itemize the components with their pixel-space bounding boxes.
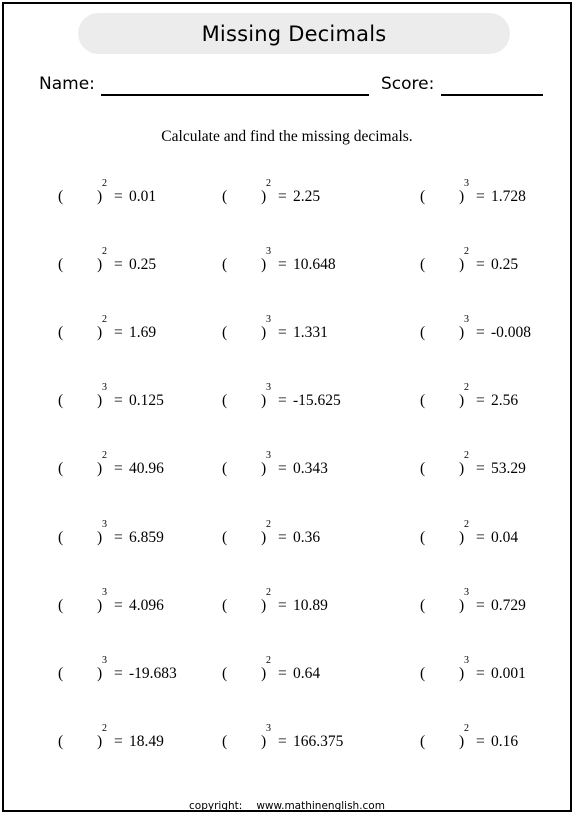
close-paren: )	[459, 460, 465, 478]
equals-sign: =	[278, 528, 287, 546]
open-paren: (	[222, 664, 228, 682]
open-paren: (	[58, 256, 64, 274]
equals-sign: =	[114, 732, 123, 750]
result-value: 0.16	[491, 732, 519, 750]
result-value: 0.343	[293, 460, 328, 478]
result-value: -15.625	[293, 392, 341, 410]
close-paren: )	[261, 596, 267, 614]
open-paren: (	[222, 596, 228, 614]
close-paren: )	[261, 392, 267, 410]
exponent: 2	[102, 722, 107, 734]
result-value: 1.69	[129, 324, 157, 342]
open-paren: (	[420, 664, 426, 682]
exponent: 3	[266, 450, 271, 462]
open-paren: (	[58, 188, 64, 205]
equals-sign: =	[114, 460, 123, 478]
exponent: 3	[266, 314, 271, 326]
open-paren: (	[58, 596, 64, 614]
open-paren: (	[58, 528, 64, 546]
close-paren: )	[261, 256, 267, 274]
exponent: 2	[266, 518, 271, 530]
equals-sign: =	[476, 732, 485, 750]
equals-sign: =	[278, 324, 287, 342]
site-link[interactable]: www.mathinenglish.com	[256, 800, 385, 812]
equals-sign: =	[476, 392, 485, 410]
close-paren: )	[459, 256, 465, 274]
exponent: 2	[266, 586, 271, 598]
exponent: 2	[266, 654, 271, 666]
open-paren: (	[420, 596, 426, 614]
equals-sign: =	[278, 256, 287, 274]
close-paren: )	[261, 188, 267, 205]
equals-sign: =	[278, 460, 287, 478]
result-value: 0.125	[129, 392, 164, 410]
equals-sign: =	[278, 188, 287, 205]
close-paren: )	[97, 256, 103, 274]
close-paren: )	[261, 664, 267, 682]
close-paren: )	[459, 732, 465, 750]
instructions: Calculate and find the missing decimals.	[161, 128, 413, 145]
equals-sign: =	[114, 528, 123, 546]
exponent: 3	[102, 586, 107, 598]
exponent: 3	[464, 586, 469, 598]
equals-sign: =	[114, 392, 123, 410]
open-paren: (	[58, 460, 64, 478]
result-value: -19.683	[129, 664, 177, 682]
open-paren: (	[420, 460, 426, 478]
equals-sign: =	[278, 596, 287, 614]
close-paren: )	[459, 188, 465, 205]
close-paren: )	[261, 324, 267, 342]
equals-sign: =	[278, 392, 287, 410]
close-paren: )	[97, 664, 103, 682]
result-value: 0.36	[293, 528, 321, 546]
close-paren: )	[261, 528, 267, 546]
result-value: 0.04	[491, 528, 519, 546]
exponent: 3	[102, 382, 107, 394]
result-value: 2.56	[491, 392, 519, 410]
close-paren: )	[261, 460, 267, 478]
close-paren: )	[97, 460, 103, 478]
equals-sign: =	[476, 256, 485, 274]
open-paren: (	[420, 732, 426, 750]
equals-sign: =	[114, 256, 123, 274]
result-value: 0.01	[129, 188, 157, 205]
score-blank-line[interactable]	[441, 94, 543, 96]
result-value: 10.89	[293, 596, 328, 614]
name-blank-line[interactable]	[101, 94, 369, 96]
open-paren: (	[222, 732, 228, 750]
exponent: 3	[266, 382, 271, 394]
open-paren: (	[222, 528, 228, 546]
close-paren: )	[97, 596, 103, 614]
name-label: Name:	[39, 74, 95, 94]
result-value: -0.008	[491, 324, 532, 342]
open-paren: (	[58, 664, 64, 682]
result-value: 6.859	[129, 528, 164, 546]
open-paren: (	[58, 324, 64, 342]
exponent: 2	[102, 314, 107, 326]
name-score-row	[39, 72, 544, 98]
exponent: 2	[464, 382, 469, 394]
open-paren: (	[58, 732, 64, 750]
open-paren: (	[420, 528, 426, 546]
open-paren: (	[222, 324, 228, 342]
close-paren: )	[97, 732, 103, 750]
result-value: 166.375	[293, 732, 344, 750]
exponent: 2	[102, 178, 107, 189]
open-paren: (	[420, 324, 426, 342]
equals-sign: =	[476, 664, 485, 682]
equals-sign: =	[114, 188, 123, 205]
open-paren: (	[420, 188, 426, 205]
result-value: 1.331	[293, 324, 328, 342]
result-value: 0.64	[293, 664, 321, 682]
result-value: 53.29	[491, 460, 526, 478]
exponent: 2	[464, 518, 469, 530]
exponent: 3	[266, 722, 271, 734]
result-value: 0.001	[491, 664, 526, 682]
exponent: 3	[464, 178, 469, 189]
equals-sign: =	[476, 460, 485, 478]
exponent: 3	[102, 654, 107, 666]
result-value: 2.25	[293, 188, 321, 205]
exponent: 2	[464, 450, 469, 462]
close-paren: )	[97, 392, 103, 410]
equals-sign: =	[278, 664, 287, 682]
equals-sign: =	[114, 596, 123, 614]
exponent: 2	[102, 246, 107, 258]
exponent: 2	[266, 178, 271, 189]
close-paren: )	[459, 324, 465, 342]
footer	[4, 800, 570, 812]
result-value: 0.25	[491, 256, 519, 274]
exponent: 2	[102, 450, 107, 462]
result-value: 4.096	[129, 596, 164, 614]
exponent: 2	[464, 722, 469, 734]
worksheet-title: Missing Decimals	[78, 13, 510, 54]
close-paren: )	[459, 528, 465, 546]
equals-sign: =	[476, 188, 485, 205]
open-paren: (	[420, 392, 426, 410]
worksheet-page	[2, 2, 572, 812]
result-value: 18.49	[129, 732, 164, 750]
result-value: 10.648	[293, 256, 336, 274]
exponent: 3	[266, 246, 271, 258]
result-value: 0.25	[129, 256, 157, 274]
close-paren: )	[459, 392, 465, 410]
equals-sign: =	[114, 664, 123, 682]
result-value: 0.729	[491, 596, 526, 614]
open-paren: (	[222, 460, 228, 478]
open-paren: (	[58, 392, 64, 410]
close-paren: )	[459, 596, 465, 614]
close-paren: )	[97, 188, 103, 205]
score-label: Score:	[381, 74, 435, 94]
open-paren: (	[420, 256, 426, 274]
equals-sign: =	[278, 732, 287, 750]
result-value: 1.728	[491, 188, 526, 205]
equals-sign: =	[476, 528, 485, 546]
equals-sign: =	[114, 324, 123, 342]
open-paren: (	[222, 392, 228, 410]
close-paren: )	[97, 528, 103, 546]
open-paren: (	[222, 256, 228, 274]
close-paren: )	[459, 664, 465, 682]
close-paren: )	[261, 732, 267, 750]
exponent: 3	[464, 314, 469, 326]
result-value: 40.96	[129, 460, 164, 478]
open-paren: (	[222, 188, 228, 205]
exponent: 3	[102, 518, 107, 530]
equals-sign: =	[476, 324, 485, 342]
close-paren: )	[97, 324, 103, 342]
equals-sign: =	[476, 596, 485, 614]
exponent: 2	[464, 246, 469, 258]
exponent: 3	[464, 654, 469, 666]
copyright-label: copyright:	[189, 800, 243, 812]
